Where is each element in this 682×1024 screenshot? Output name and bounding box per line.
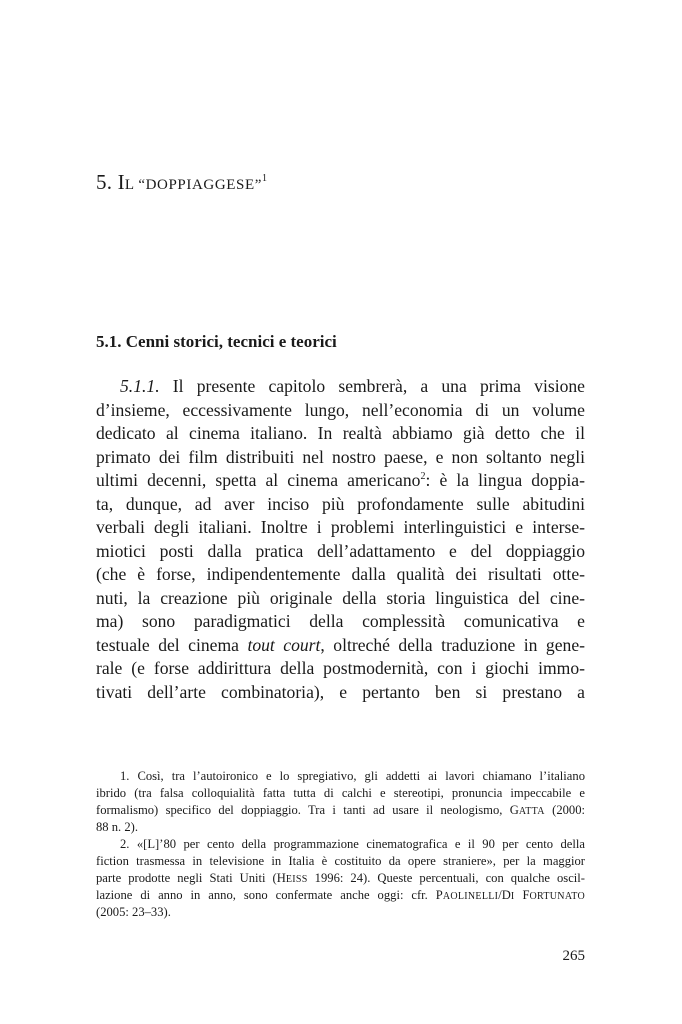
chapter-title-initial: I — [117, 170, 125, 194]
footnote-1 — [96, 768, 585, 836]
section-heading: 5.1. Cenni storici, tecnici e teorici — [96, 332, 337, 351]
text-line: dedicato al cinema italiano. In realtà abbiamo già detto che il — [96, 423, 585, 443]
italic-phrase: tout court — [247, 634, 321, 655]
text-line: miotici posti dalla pratica dell’adattamento e del doppiaggio — [96, 540, 585, 561]
footnote-line: parte prodotte negli Stati Uniti (HEISS 1996: 24). Queste percentuali, con qualche oscil- — [96, 871, 585, 885]
footnote-line: 2. «[L]’80 per cento della programmazione cinematografica e il 90 per cento della — [120, 837, 585, 851]
footnote-line: 1. Così, tra l’autoironico e lo spregiativo, gli addetti ai lavori chiamano l’italiano — [120, 769, 585, 783]
footnote-line: 88 n. 2). — [96, 820, 138, 834]
text-line: nuti, la creazione più originale della storia linguistica del cine- — [96, 587, 585, 608]
footnote-line: lazione di anno in anno, sono confermate anche oggi: cfr. PAOLINELLI/DI FORTUNATO — [96, 888, 585, 902]
footnotes — [96, 768, 585, 921]
text-line: verbali degli italiani. Inoltre i problemi interlinguistici e interse- — [96, 517, 585, 537]
chapter-title-smallcaps: L “DOPPIAGGESE” — [124, 177, 262, 193]
text-line: ultimi decenni, spetta al cinema americano$^2$: è la lingua doppia- — [96, 470, 585, 490]
footnote-ref-1[interactable]: 1 — [262, 173, 268, 184]
chapter-number: 5. — [96, 170, 113, 194]
footnote-ref-2[interactable]: 2 — [420, 471, 426, 482]
footnote-line: formalismo) specifico del doppiaggio. Tra i tanti ad usare il neologismo, GATTA (2000: — [96, 803, 586, 817]
footnote-line: ibrido (tra falsa colloquialità fatta tutta di calchi e stereotipi, pronuncia impeccabile e — [96, 786, 585, 800]
text-line: tivati dell’arte combinatoria), e pertanto ben si prestano a — [96, 681, 585, 702]
footnote-2 — [96, 836, 585, 921]
page-number: 265 — [562, 948, 585, 964]
text-line: (che è forse, indipendentemente dalla qualità dei risultati otte- — [96, 564, 585, 584]
text-line: ta, dunque, ad aver inciso più profondamente sulle abitudini — [96, 493, 585, 514]
text-line: primato dei film distribuiti nel nostro paese, e non soltanto negli — [96, 446, 585, 467]
footnote-line: fiction trasmessa in televisione in Italia è costituito da opere straniere», per la maggior — [96, 854, 585, 868]
body-paragraph — [96, 375, 585, 704]
paragraph-number: 5.1.1. — [120, 376, 160, 396]
text-line: rale (e forse addirittura della postmodernità, con i giochi immo- — [96, 658, 585, 678]
text-line: 5.1.1. Il presente capitolo sembrerà, a una prima visione — [120, 376, 585, 396]
text-line: d’insieme, eccessivamente lungo, nell’economia di un volume — [96, 399, 585, 420]
chapter-title — [96, 164, 267, 200]
footnote-line: (2005: 23–33). — [96, 905, 171, 919]
text-line: testuale del cinema tout court, oltreché della traduzione in gene- — [96, 634, 586, 655]
text-line: ma) sono paradigmatici della complessità comunicativa e — [96, 611, 585, 631]
